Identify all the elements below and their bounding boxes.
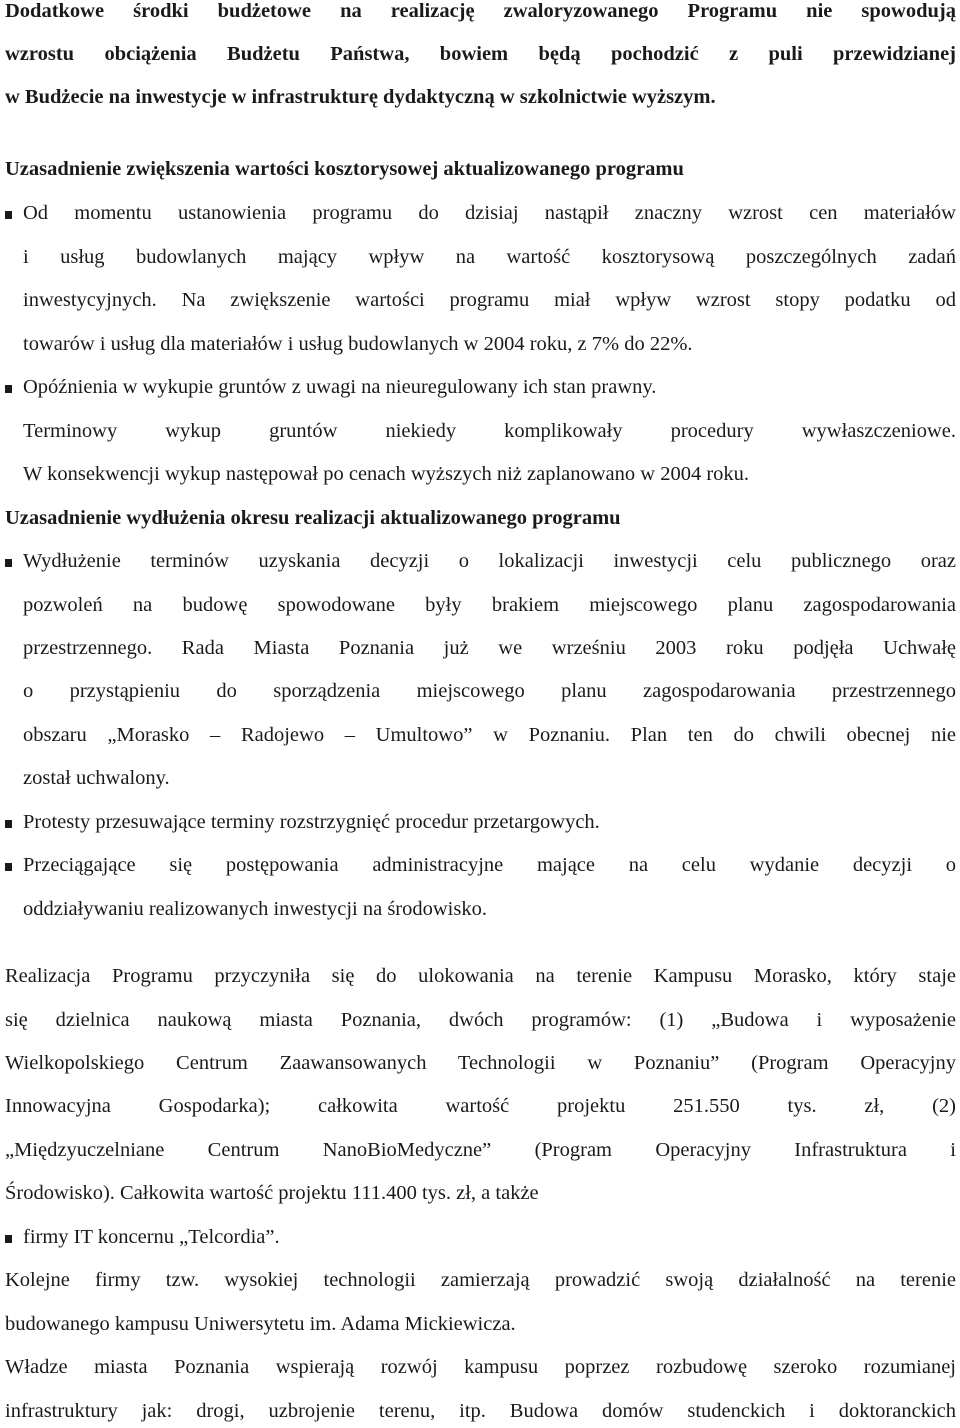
list-item-text: Protesty przesuwające terminy rozstrzygnięć procedur przetargowych.: [23, 811, 600, 833]
intro-line: wzrostu obciążenia Budżetu Państwa, bowiem będą pochodzić z puli przewidzianej: [5, 43, 956, 65]
list-item-text: Opóźnienia w wykupie gruntów z uwagi na nieuregulowany ich stan prawny.: [23, 376, 657, 398]
intro-line: Dodatkowe środki budżetowe na realizację zwaloryzowanego Programu nie spowodują: [5, 0, 956, 22]
section-heading: Uzasadnienie wydłużenia okresu realizacji aktualizowanego programu: [5, 507, 621, 529]
list-item-text: przestrzennego. Rada Miasta Poznania już we wrześniu 2003 roku podjęła Uchwałę: [23, 637, 956, 659]
list-item-text: został uchwalony.: [23, 767, 170, 789]
paragraph-line: „Międzyuczelniane Centrum NanoBioMedyczne” (Program Operacyjny Infrastruktura i: [5, 1139, 956, 1161]
list-item: [23, 1226, 956, 1249]
paragraph-line: się dzielnica naukową miasta Poznania, dwóch programów: (1) „Budowa i wyposażenie: [5, 1009, 956, 1031]
list-item-text: inwestycyjnych. Na zwiększenie wartości programu miał wpływ wzrost stopy podatku od: [23, 289, 956, 311]
list-item-text: Przeciągające się postępowania administracyjne mające na celu wydanie decyzji o: [23, 854, 956, 876]
list-item-text: firmy IT koncernu „Telcordia”.: [23, 1226, 280, 1248]
list-item-text: W konsekwencji wykup następował po cenach wyższych niż zaplanowano w 2004 roku.: [23, 463, 750, 485]
paragraph-line: Władze miasta Poznania wspierają rozwój kampusu poprzez rozbudowę szeroko rozumianej: [5, 1356, 956, 1378]
paragraph-line: infrastruktury jak: drogi, uzbrojenie terenu, itp. Budowa domów studenckich i doktoranckich: [5, 1400, 956, 1422]
list-item-text: Od momentu ustanowienia programu do dzisiaj nastąpił znaczny wzrost cen materiałów: [23, 202, 956, 224]
paragraph-line: Innowacyjna Gospodarka); całkowita wartość projektu 251.550 tys. zł, (2): [5, 1095, 956, 1117]
paragraph-line: Realizacja Programu przyczyniła się do ulokowania na terenie Kampusu Morasko, który staje: [5, 965, 956, 987]
section-heading: Uzasadnienie zwiększenia wartości kosztorysowej aktualizowanego programu: [5, 158, 684, 180]
paragraph-line: Środowisko). Całkowita wartość projektu 111.400 tys. zł, a także: [5, 1182, 539, 1204]
paragraph-line: Kolejne firmy tzw. wysokiej technologii zamierzają prowadzić swoją działalność na terenie: [5, 1269, 956, 1291]
bullet-marker: [5, 1235, 12, 1243]
bullet-marker: [5, 820, 12, 828]
list-item: [23, 811, 956, 834]
paragraph-line: Wielkopolskiego Centrum Zaawansowanych Technologii w Poznaniu” (Program Operacyjny: [5, 1052, 956, 1074]
list-item-text: i usług budowlanych mający wpływ na wartość kosztorysową poszczególnych zadań: [23, 246, 956, 268]
list-item: [23, 202, 956, 225]
list-item-text: pozwoleń na budowę spowodowane były brakiem miejscowego planu zagospodarowania: [23, 594, 956, 616]
intro-line: w Budżecie na inwestycje w infrastrukturę dydaktyczną w szkolnictwie wyższym.: [5, 86, 716, 108]
bullet-marker: [5, 559, 12, 567]
list-item-text: Terminowy wykup gruntów niekiedy komplikowały procedury wywłaszczeniowe.: [23, 420, 956, 442]
list-item: [23, 854, 956, 877]
bullet-marker: [5, 385, 12, 393]
list-item-text: towarów i usług dla materiałów i usług budowlanych w 2004 roku, z 7% do 22%.: [23, 333, 693, 355]
list-item-text: oddziaływaniu realizowanych inwestycji na środowisko.: [23, 898, 487, 920]
bullet-marker: [5, 211, 12, 219]
list-item-text: o przystąpieniu do sporządzenia miejscowego planu zagospodarowania przestrzennego: [23, 680, 956, 702]
list-item: [23, 376, 956, 399]
list-item-text: Wydłużenie terminów uzyskania decyzji o lokalizacji inwestycji celu publicznego oraz: [23, 550, 956, 572]
bullet-marker: [5, 863, 12, 871]
list-item-text: obszaru „Morasko – Radojewo – Umultowo” w Poznaniu. Plan ten do chwili obecnej nie: [23, 724, 956, 746]
paragraph-line: budowanego kampusu Uniwersytetu im. Adama Mickiewicza.: [5, 1313, 516, 1335]
list-item: [23, 550, 956, 573]
